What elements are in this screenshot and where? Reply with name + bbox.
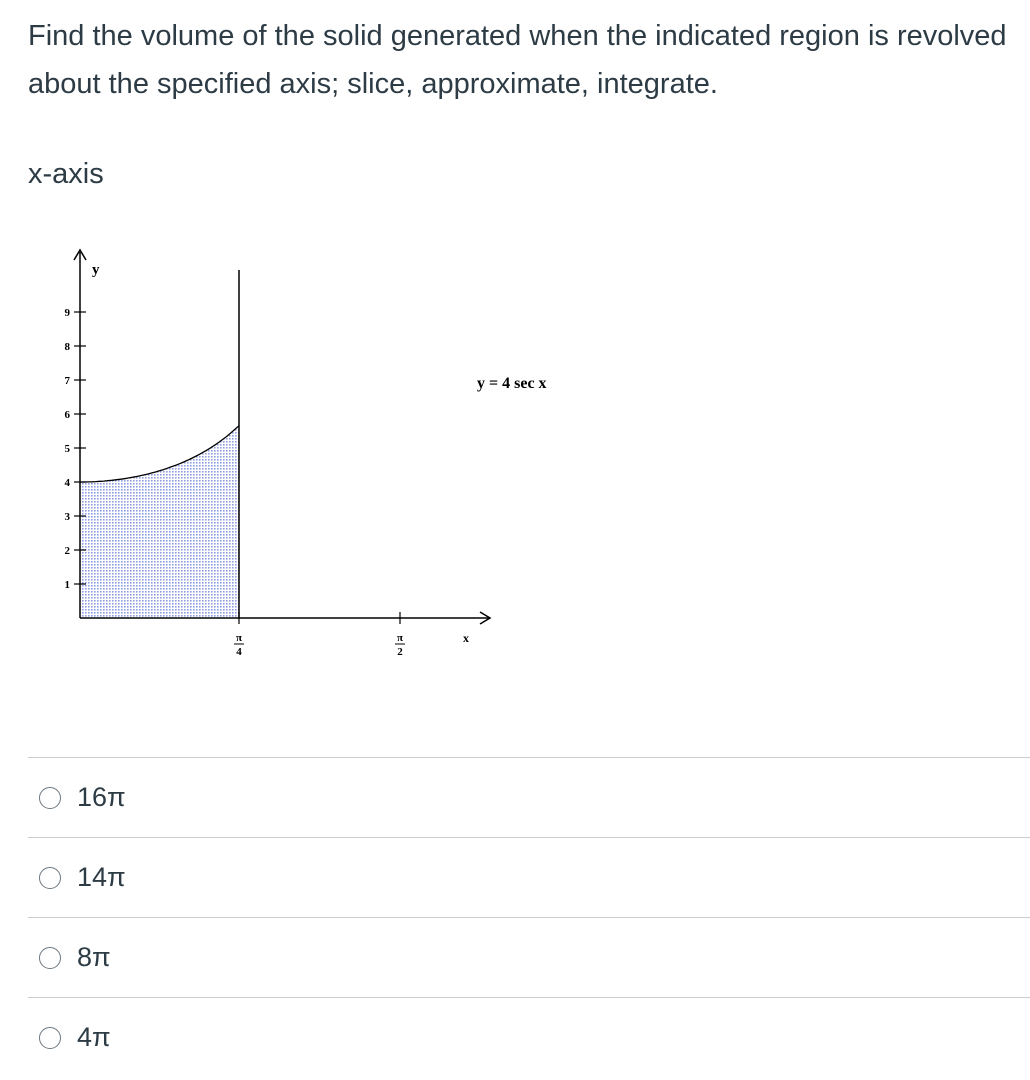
curve-label: y = 4 sec x <box>477 375 547 392</box>
radio-button[interactable] <box>39 947 61 969</box>
question-text: Find the volume of the solid generated when the indicated region is revolved about the specified axis; slice, approximate, integrate. <box>28 20 1007 100</box>
y-axis-label: y <box>92 262 100 278</box>
answer-option[interactable] <box>28 837 1030 917</box>
radio-button[interactable] <box>39 867 61 889</box>
answer-label: 4π <box>77 1022 111 1052</box>
x-tick-numerator: π <box>396 632 404 644</box>
answer-list <box>28 757 1030 1077</box>
shaded-region <box>80 426 239 618</box>
y-tick-label: 5 <box>64 443 70 455</box>
y-tick-label: 9 <box>64 307 70 319</box>
x-tick-denominator: 2 <box>397 646 403 658</box>
rotation-axis-label: x-axis <box>28 158 104 190</box>
radio-button[interactable] <box>39 1027 61 1049</box>
answer-label: 14π <box>77 862 126 892</box>
y-tick-label: 4 <box>64 477 70 489</box>
y-tick-label: 6 <box>64 409 70 421</box>
y-tick-label: 7 <box>64 375 70 387</box>
y-tick-label: 3 <box>64 511 70 523</box>
x-tick-denominator: 4 <box>236 646 242 658</box>
x-axis-label: x <box>463 631 469 645</box>
y-tick-label: 2 <box>64 545 70 557</box>
answer-option[interactable] <box>28 757 1030 837</box>
y-tick-label: 1 <box>64 579 70 591</box>
answer-option[interactable] <box>28 917 1030 997</box>
answer-option[interactable] <box>28 997 1030 1077</box>
x-tick-numerator: π <box>235 632 243 644</box>
answer-label: 8π <box>77 942 111 972</box>
region-graph <box>40 240 620 680</box>
y-tick-label: 8 <box>64 341 70 353</box>
region-figure <box>40 240 620 685</box>
radio-button[interactable] <box>39 787 61 809</box>
answer-label: 16π <box>77 782 126 812</box>
